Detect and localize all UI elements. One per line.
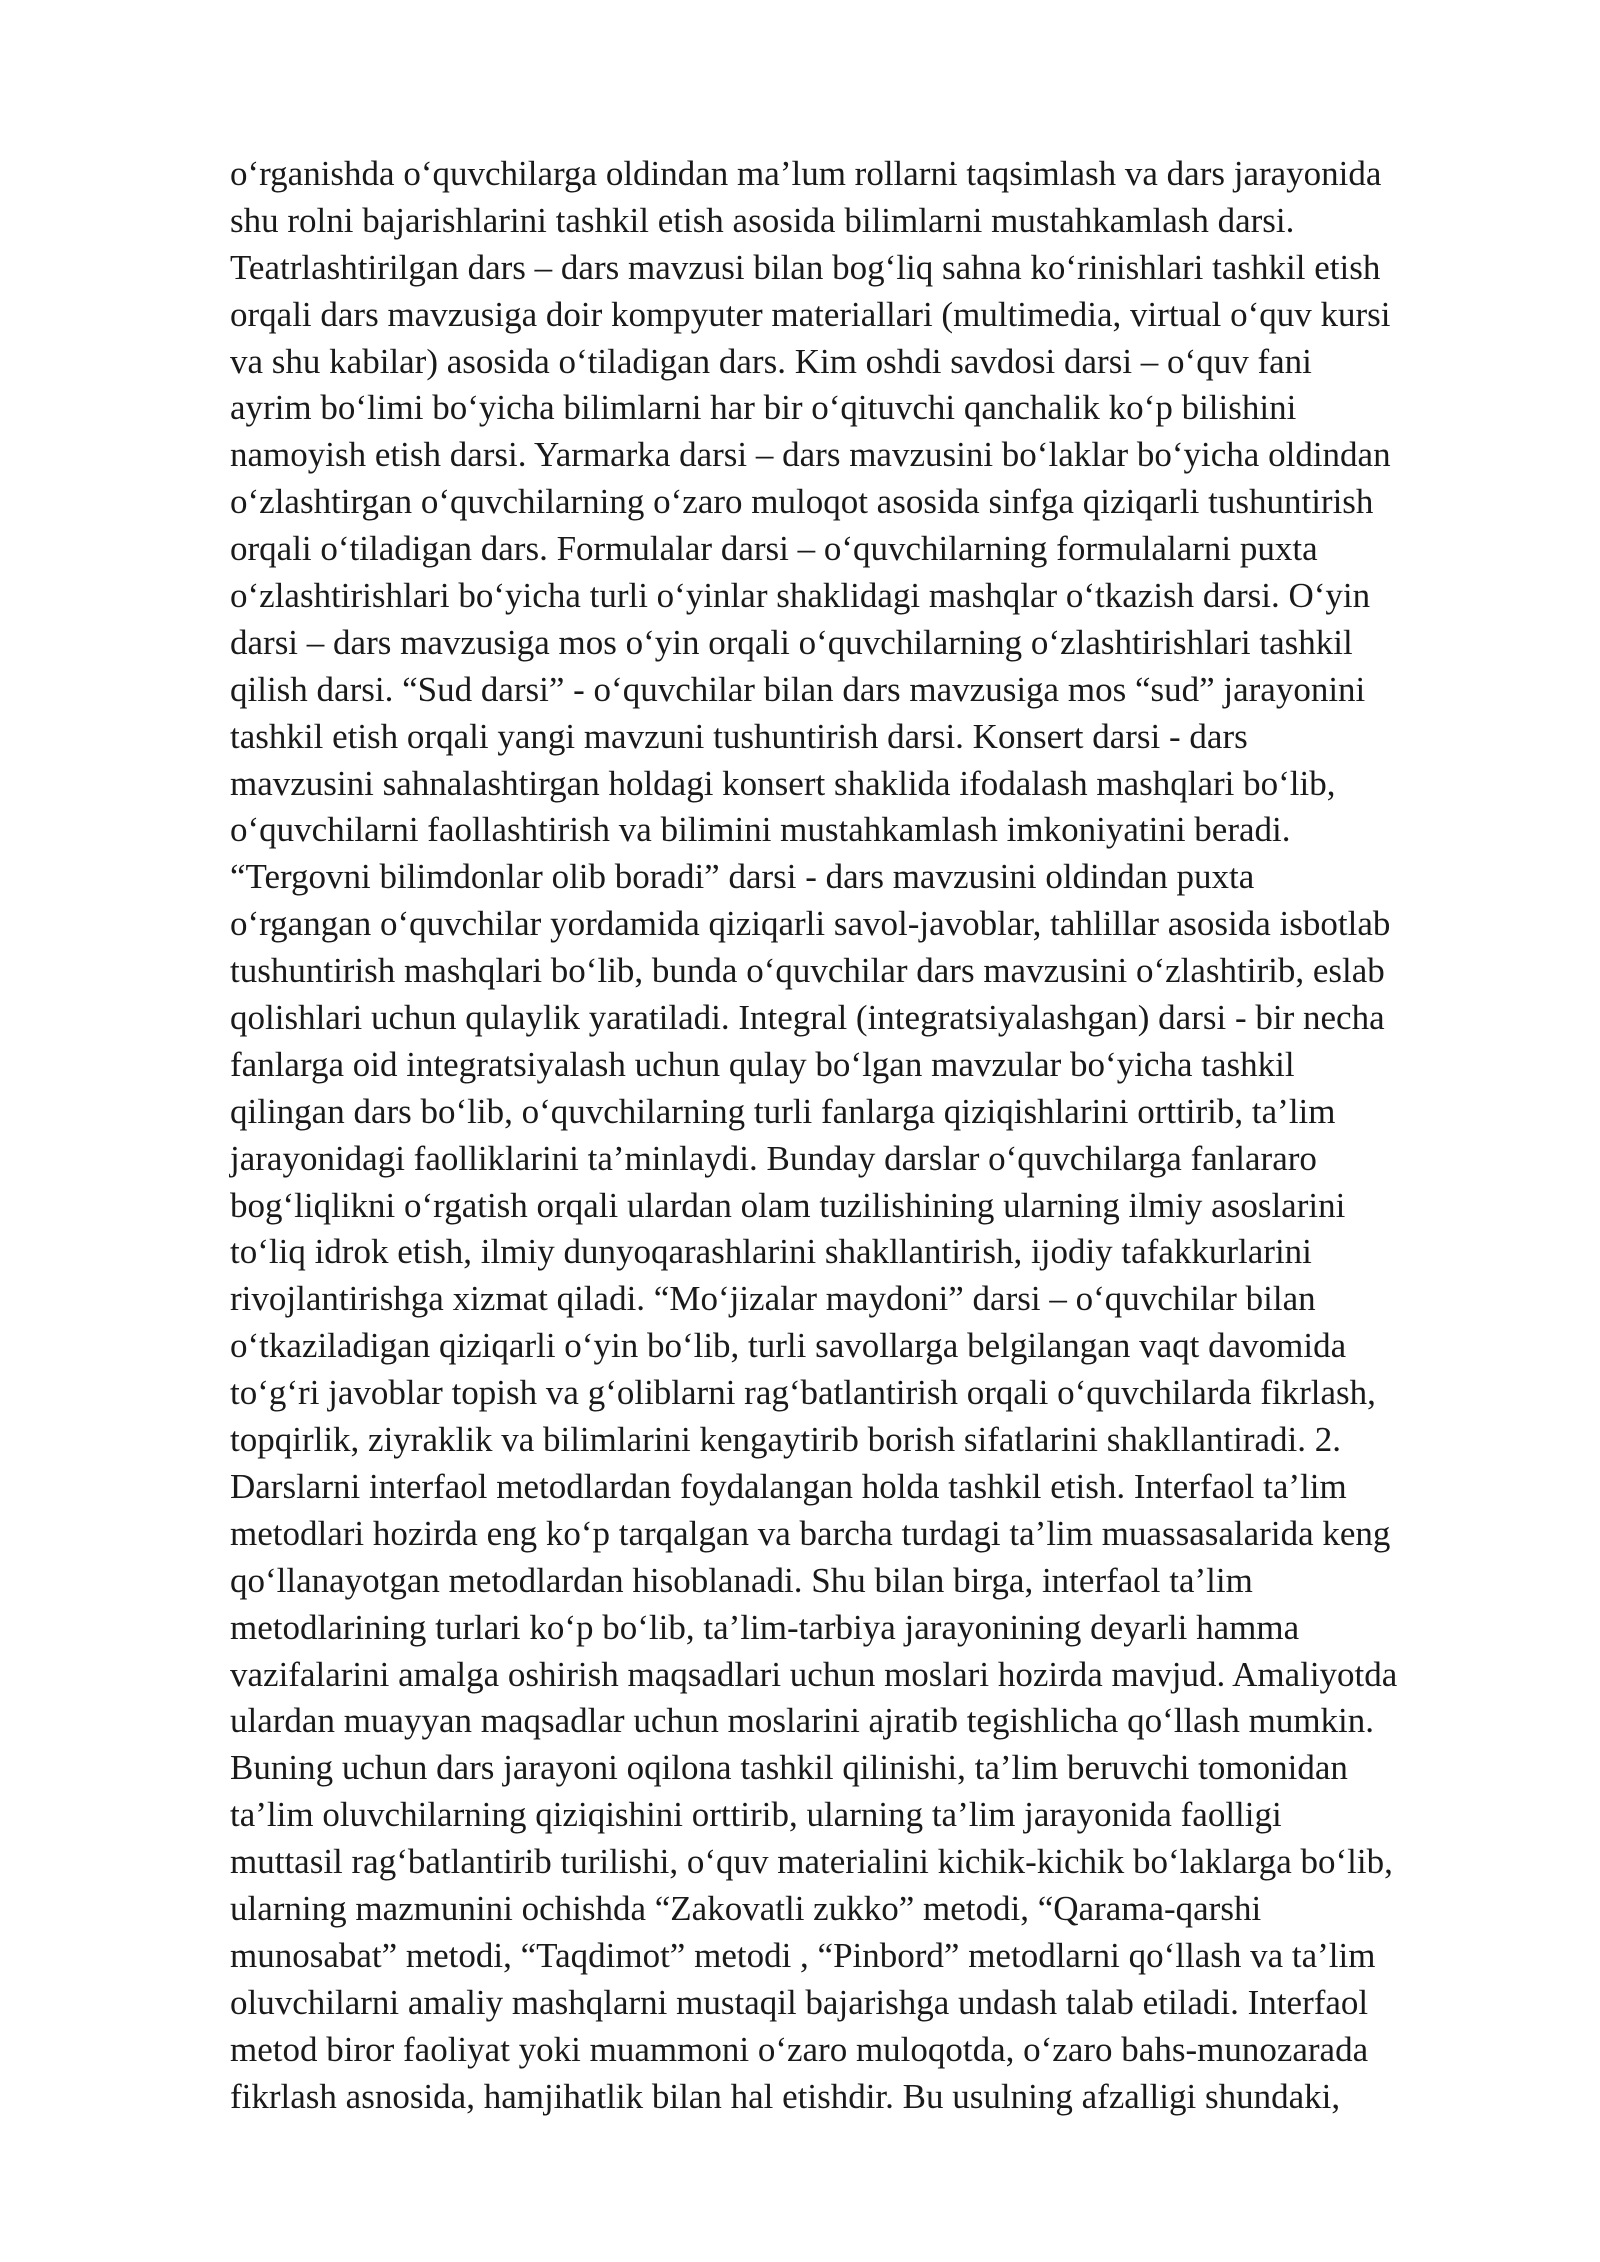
text-line: to‘g‘ri javoblar topish va g‘oliblarni rag‘batlantirish orqali o‘quvchilarda fikrlash, [230, 1373, 1376, 1413]
text-line: rivojlantirishga xizmat qiladi. “Mo‘jizalar maydoni” darsi – o‘quvchilar bilan [230, 1279, 1316, 1319]
text-line: o‘zlashtirishlari bo‘yicha turli o‘yinlar shaklidagi mashqlar o‘tkazish darsi. O‘yin [230, 576, 1371, 616]
text-line: muttasil rag‘batlantirib turilishi, o‘quv materialini kichik-kichik bo‘laklarga bo‘lib, [230, 1842, 1393, 1882]
text-line: vazifalarini amalga oshirish maqsadlari uchun moslari hozirda mavjud. Amaliyotda [230, 1654, 1398, 1694]
text-line: bog‘liqlikni o‘rgatish orqali ulardan olam tuzilishining ularning ilmiy asoslarini [230, 1185, 1346, 1225]
text-line: mavzusini sahnalashtirgan holdagi konsert shaklida ifodalash mashqlari bo‘lib, [230, 763, 1336, 803]
text-line: tushuntirish mashqlari bo‘lib, bunda o‘quvchilar dars mavzusini o‘zlashtirib, eslab [230, 951, 1385, 991]
text-line: Darslarni interfaol metodlardan foydalangan holda tashkil etish. Interfaol ta’lim [230, 1466, 1347, 1506]
text-line: qilingan dars bo‘lib, o‘quvchilarning turli fanlarga qiziqishlarini orttirib, ta’lim [230, 1091, 1336, 1131]
text-line: Teatrlashtirilgan dars – dars mavzusi bilan bog‘liq sahna ko‘rinishlari tashkil etish [230, 247, 1381, 287]
text-line: o‘tkaziladigan qiziqarli o‘yin bo‘lib, turli savollarga belgilangan vaqt davomida [230, 1326, 1347, 1366]
text-line: metodlarining turlari ko‘p bo‘lib, ta’lim-tarbiya jarayonining deyarli hamma [230, 1607, 1300, 1647]
text-line: o‘rgangan o‘quvchilar yordamida qiziqarli savol-javoblar, tahlillar asosida isbotlab [230, 904, 1391, 944]
text-line: namoyish etish darsi. Yarmarka darsi – dars mavzusini bo‘laklar bo‘yicha oldindan [230, 435, 1391, 475]
text-line: ulardan muayyan maqsadlar uchun moslarini ajratib tegishlicha qo‘llash mumkin. [230, 1701, 1375, 1741]
text-line: oluvchilarni amaliy mashqlarni mustaqil bajarishga undash talab etiladi. Interfaol [230, 1982, 1369, 2022]
text-line: qilish darsi. “Sud darsi” - o‘quvchilar bilan dars mavzusiga mos “sud” jarayonini [230, 669, 1366, 709]
text-line: munosabat” metodi, “Taqdimot” metodi , “Pinbord” metodlarni qo‘llash va ta’lim [230, 1935, 1376, 1975]
text-line: “Tergovni bilimdonlar olib boradi” darsi - dars mavzusini oldindan puxta [230, 857, 1255, 897]
text-line: to‘liq idrok etish, ilmiy dunyoqarashlarini shakllantirish, ijodiy tafakkurlarini [230, 1232, 1312, 1272]
text-line: qo‘llanayotgan metodlardan hisoblanadi. Shu bilan birga, interfaol ta’lim [230, 1560, 1253, 1600]
text-line: ta’lim oluvchilarning qiziqishini orttirib, ularning ta’lim jarayonida faolligi [230, 1795, 1282, 1835]
text-line: metod biror faoliyat yoki muammoni o‘zaro muloqotda, o‘zaro bahs-munozarada [230, 2029, 1369, 2069]
body-text [230, 151, 1530, 2120]
text-line: tashkil etish orqali yangi mavzuni tushuntirish darsi. Konsert darsi - dars [230, 716, 1248, 756]
text-line: jarayonidagi faolliklarini ta’minlaydi. Bunday darslar o‘quvchilarga fanlararo [230, 1138, 1317, 1178]
text-line: fanlarga oid integratsiyalash uchun qulay bo‘lgan mavzular bo‘yicha tashkil [230, 1044, 1295, 1084]
text-line: o‘rganishda o‘quvchilarga oldindan ma’lum rollarni taqsimlash va dars jarayonida [230, 154, 1382, 193]
text-line: metodlari hozirda eng ko‘p tarqalgan va barcha turdagi ta’lim muassasalarida keng [230, 1513, 1391, 1553]
text-line: ularning mazmunini ochishda “Zakovatli zukko” metodi, “Qarama-qarshi [230, 1888, 1262, 1928]
text-line: fikrlash asnosida, hamjihatlik bilan hal etishdir. Bu usulning afzalligi shundaki, [230, 2076, 1341, 2116]
text-line: darsi – dars mavzusiga mos o‘yin orqali o‘quvchilarning o‘zlashtirishlari tashkil [230, 622, 1353, 662]
text-line: qolishlari uchun qulaylik yaratiladi. Integral (integratsiyalashgan) darsi - bir necha [230, 998, 1385, 1038]
text-line: orqali dars mavzusiga doir kompyuter materiallari (multimedia, virtual o‘quv kursi [230, 294, 1391, 334]
text-line: shu rolni bajarishlarini tashkil etish asosida bilimlarni mustahkamlash darsi. [230, 200, 1295, 240]
text-line: o‘zlashtirgan o‘quvchilarning o‘zaro muloqot asosida sinfga qiziqarli tushuntirish [230, 482, 1374, 522]
text-line: orqali o‘tiladigan dars. Formulalar darsi – o‘quvchilarning formulalarni puxta [230, 529, 1318, 569]
text-line: Buning uchun dars jarayoni oqilona tashkil qilinishi, ta’lim beruvchi tomonidan [230, 1748, 1348, 1788]
text-line: va shu kabilar) asosida o‘tiladigan dars. Kim oshdi savdosi darsi – o‘quv fani [230, 341, 1312, 381]
text-line: o‘quvchilarni faollashtirish va bilimini mustahkamlash imkoniyatini beradi. [230, 810, 1291, 850]
text-line: ayrim bo‘limi bo‘yicha bilimlarni har bir o‘qituvchi qanchalik ko‘p bilishini [230, 388, 1297, 428]
text-line: topqirlik, ziyraklik va bilimlarini kengaytirib borish sifatlarini shakllantiradi. 2. [230, 1420, 1342, 1460]
